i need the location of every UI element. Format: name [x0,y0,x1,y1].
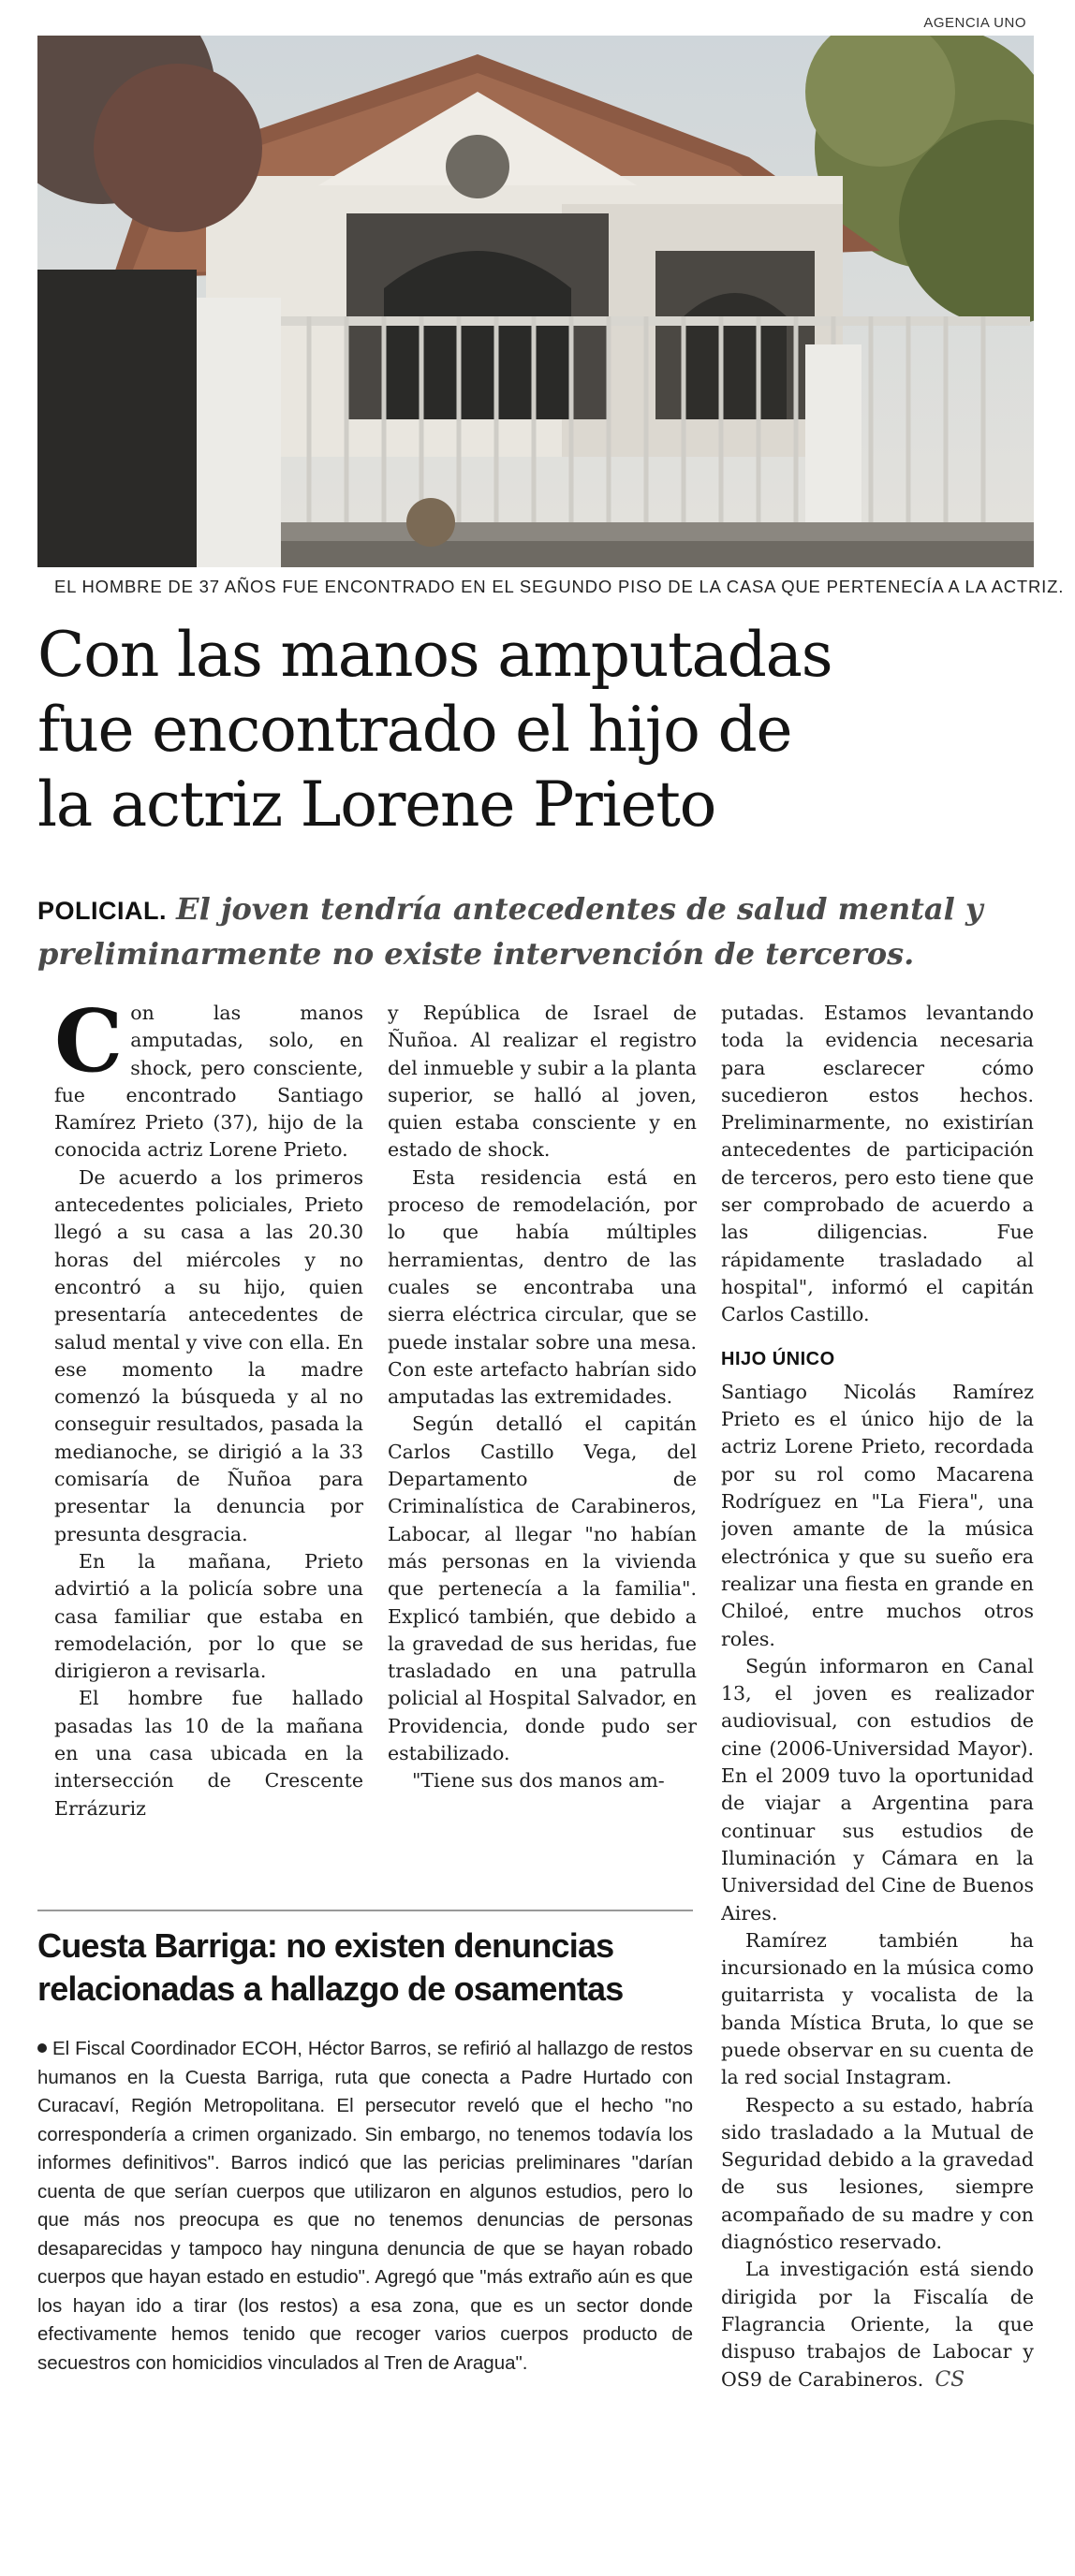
drop-cap: C [54,1000,124,1091]
article-column-1 [54,1000,363,1889]
photo-caption: EL HOMBRE DE 37 AÑOS FUE ENCONTRADO EN EL SEGUNDO PISO DE LA CASA QUE PERTENECÍA A LA ACTRIZ. [54,577,1065,596]
paragraph: El hombre fue hallado pasadas las 10 de la mañana en una casa ubicada en la intersección de Crescente Errázuriz [54,1687,363,1820]
closing-text: La investigación está siendo dirigida por la Fiscalía de Flagrancia Oriente, la que dispuso trabajos de Labocar y OS9 de Carabineros. [721,2258,1034,2391]
paragraph: Ramírez también ha incursionado en la música como guitarrista y vocalista de la banda Mística Bruta, lo que se puede observar en su cuenta de la red social Instagram. [721,1928,1034,2089]
paragraph: De acuerdo a los primeros antecedentes policiales, Prieto llegó a su casa a las 20.30 horas del miércoles y no encontró a su hijo, quien presentaría antecedentes de salud mental y vive con ella. En ese momento la madre comenzó la búsqueda y al no conseguir resultados, pasada la medianoche, se dirigió a la 33 comisaría de Ñuñoa para presentar la denuncia por presunta desgracia. [54,1165,363,1545]
photo-credit: AGENCIA UNO [923,15,1026,31]
paragraph: Respecto a su estado, habría sido trasladado a la Mutual de Seguridad debido a la gravedad de sus lesiones, siempre acompañado de su madre y con diagnóstico reservado. [721,2093,1034,2254]
sidebar-text: El Fiscal Coordinador ECOH, Héctor Barros, se refirió al hallazgo de restos humanos en la Cuesta Barriga, ruta que conecta a Padre Hurtado con Curacaví, Región Metropolitana. El persecutor reveló que el hecho "no correspondería a crimen organizado. Sin embargo, no tenemos todavía los informes definitivos". Barros indicó que las pericias preliminares "darían cuenta de que serían cuerpos que utilizaron en algunos estudios, pero lo que más nos preocupa es que no tenemos denuncias de personas desaparecidas y tampoco hay ninguna denuncia de que se hayan robado cuerpos que hayan estado en estudio". Agregó que "más extraño aún es que los hayan ido a tirar (los restos) a esa zona, que es un sector donde efectivamente hemos tenido que recoger varios cuerpos producto de secuestros con homicidios vinculados al Tren de Aragua". [37,2038,693,2374]
sidebar-title [37,1925,693,2011]
paragraph: Esta residencia está en proceso de remodelación, por lo que había múltiples herramientas, dentro de las cuales se encontraba una sierra eléctrica circular, que se puede instalar sobre una mesa. Con este artefacto habrían sido amputadas las extremidades. [388,1165,697,1409]
headline-line-3: la actriz Lorene Prieto [37,768,716,841]
paragraph: Según detalló el capitán Carlos Castillo Vega, del Departamento de Criminalística de Carabineros, Labocar, al llegar "no habían más personas en la vivienda que pertenecía a la familia". Explicó también, que debido a la gravedad de sus heridas, fue trasladado en una patrulla policial al Hospital Salvador, en Providencia, donde pudo ser estabilizado. [388,1412,697,1765]
article-column-3 [721,1000,1034,2535]
paragraph: putadas. Estamos levantando toda la evidencia necesaria para esclarecer cómo sucedieron estos hechos. Preliminarmente, no existirían antecedentes de participación de terceros, pero esto tiene que ser comprobado de acuerdo a las diligencias. Fue rápidamente trasladado al hospital", informó el capitán Carlos Castillo. [721,1002,1034,1326]
sidebar-title-line-1: Cuesta Barriga: no existen denuncias [37,1926,614,1965]
end-mark: CS [935,2367,965,2392]
article-column-2 [388,1000,697,1889]
paragraph [54,1000,363,1164]
sidebar-body [37,2035,693,2378]
lead-text: on las manos amputadas, solo, en shock, pero consciente, fue encontrado Santiago Ramírez Prieto (37), hijo de la conocida actriz Lorene Prieto. [54,1002,363,1162]
section-kicker: POLICIAL. [37,897,167,925]
sidebar-divider [37,1910,693,1911]
paragraph: y República de Israel de Ñuñoa. Al realizar el registro del inmueble y subir a la planta superior, se halló al joven, quien estaba consciente y en estado de shock. [388,1002,697,1162]
sidebar-title-line-2: relacionadas a hallazgo de osamentas [37,1969,624,2008]
paragraph [721,2256,1034,2393]
bullet-icon [37,2043,47,2053]
headline-line-2: fue encontrado el hijo de [37,694,792,766]
subsection-heading: HIJO ÚNICO [721,1348,835,1369]
paragraph: En la mañana, Prieto advirtió a la policía sobre una casa familiar que estaba en remodelación, por lo que se dirigieron a revisarla. [54,1549,363,1683]
deck-text: El joven tendría antecedentes de salud mental y preliminarmente no existe intervención de terceros. [37,891,983,972]
house-photo-illustration [37,36,1034,567]
headline-line-1: Con las manos amputadas [37,619,832,691]
paragraph: "Tiene sus dos manos am- [412,1769,665,1793]
paragraph: Según informaron en Canal 13, el joven es realizador audiovisual, con estudios de cine (2006-Universidad Mayor). En el 2009 tuvo la oportunidad de viajar a Argentina para continuar sus estudios de Iluminación y Cámara en la Universidad del Cine de Buenos Aires. [721,1654,1034,1925]
article-photo [37,36,1034,567]
headline [37,618,1034,842]
subhead [37,887,1039,975]
paragraph: Santiago Nicolás Ramírez Prieto es el único hijo de la actriz Lorene Prieto, recordada por su rol como Macarena Rodríguez en "La Fiera", una joven amante de la música electrónica y que su sueño era realizar una fiesta en grande en Chiloé, entre muchos otros roles. [721,1380,1034,1650]
